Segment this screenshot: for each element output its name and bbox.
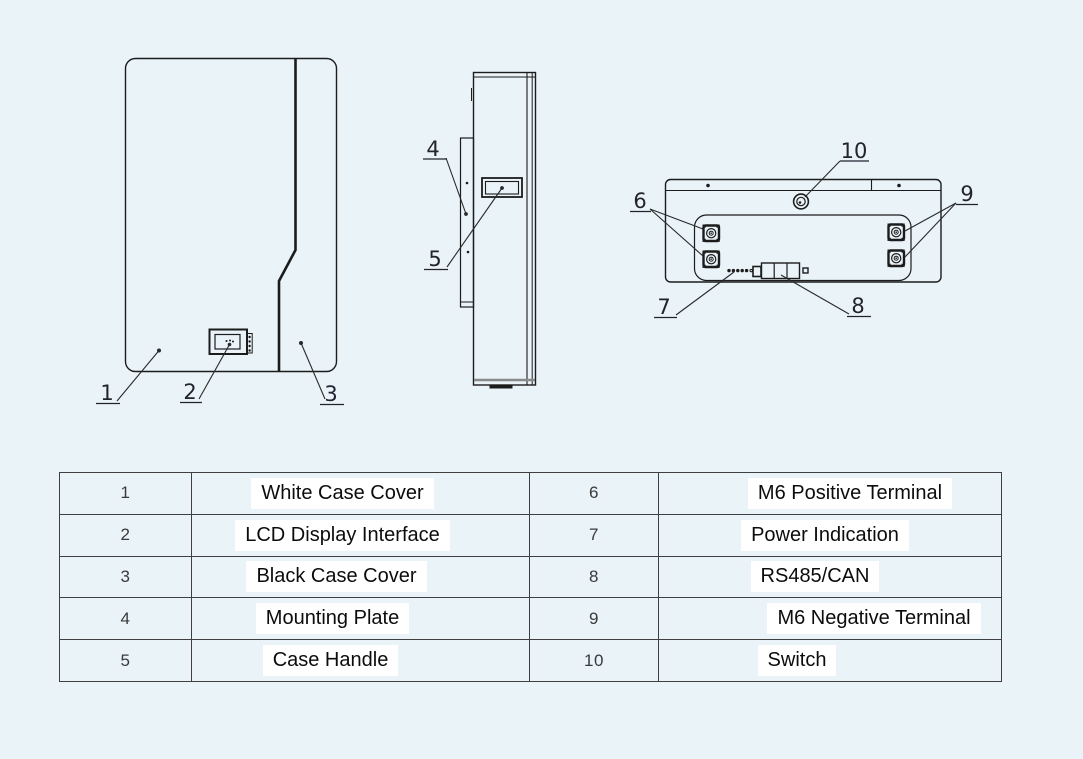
lcd-screen-pixels xyxy=(226,340,235,343)
part-name-label: White Case Cover xyxy=(251,478,433,509)
lcd-side-buttons xyxy=(248,336,250,352)
callout-10-label: 10 xyxy=(840,139,868,163)
table-row xyxy=(60,473,1002,515)
mounting-plate-shape xyxy=(461,138,474,307)
part-name-label: Switch xyxy=(758,645,837,676)
callout-1-label: 1 xyxy=(100,381,114,405)
table-row xyxy=(60,640,1002,682)
leader-line-1 xyxy=(117,351,159,402)
part-number-cell: 7 xyxy=(530,514,659,556)
callout-4-label: 4 xyxy=(426,137,440,161)
ground-screw-shape xyxy=(803,268,808,273)
part-number-cell: 8 xyxy=(530,556,659,598)
case-seam-line xyxy=(279,59,296,371)
callout-9-label: 9 xyxy=(960,182,974,206)
part-number-cell: 1 xyxy=(60,473,192,515)
m6-terminal-shape-left-bottom xyxy=(703,251,720,268)
part-number-cell: 6 xyxy=(530,473,659,515)
part-name-cell xyxy=(659,556,1002,598)
part-name-cell xyxy=(659,514,1002,556)
parts-table xyxy=(59,472,1002,682)
part-number-cell: 9 xyxy=(530,598,659,640)
leader-line-5 xyxy=(447,188,502,267)
leader-line-6a xyxy=(650,209,703,229)
part-number-cell: 10 xyxy=(530,640,659,682)
part-name-label: Case Handle xyxy=(263,645,399,676)
leader-line-9a xyxy=(905,203,956,231)
rs485-can-connector-shape xyxy=(753,263,808,279)
part-name-cell xyxy=(192,598,530,640)
table-row xyxy=(60,556,1002,598)
part-name-label: Black Case Cover xyxy=(246,561,426,592)
part-name-cell xyxy=(192,640,530,682)
table-row xyxy=(60,514,1002,556)
leader-line-9b xyxy=(905,203,956,257)
part-name-cell xyxy=(192,473,530,515)
part-number-cell: 2 xyxy=(60,514,192,556)
front-case-outline xyxy=(126,59,337,372)
m6-terminal-shape-right-top xyxy=(888,224,905,241)
callout-8-label: 8 xyxy=(851,294,865,318)
parts-table-container xyxy=(59,472,1002,682)
part-name-cell xyxy=(659,640,1002,682)
part-number-cell: 3 xyxy=(60,556,192,598)
part-name-label: RS485/CAN xyxy=(751,561,880,592)
part-name-label: M6 Positive Terminal xyxy=(748,478,952,509)
lcd-screen-shape xyxy=(215,335,240,350)
part-name-label: Mounting Plate xyxy=(256,603,409,634)
callout-numbers xyxy=(96,137,978,406)
part-number-cell: 5 xyxy=(60,640,192,682)
side-bottom-foot xyxy=(490,386,513,389)
part-name-label: LCD Display Interface xyxy=(235,520,450,551)
side-view-leaders xyxy=(446,158,504,267)
power-led-dots xyxy=(727,269,752,272)
part-name-label: M6 Negative Terminal xyxy=(767,603,980,634)
part-name-label: Power Indication xyxy=(741,520,909,551)
m6-terminal-shape-right-bottom xyxy=(888,250,905,267)
back-view-drawing xyxy=(666,180,942,283)
part-name-cell xyxy=(192,514,530,556)
mounting-plate-holes xyxy=(466,182,470,254)
part-name-cell xyxy=(659,598,1002,640)
leader-line-4 xyxy=(446,158,466,214)
callout-7-label: 7 xyxy=(657,295,671,319)
m6-terminal-shape-left-top xyxy=(703,225,720,242)
callout-3-label: 3 xyxy=(324,382,338,406)
callout-5-label: 5 xyxy=(428,247,442,271)
front-view-drawing xyxy=(126,59,337,372)
part-name-cell xyxy=(659,473,1002,515)
table-row xyxy=(60,598,1002,640)
side-body-outline xyxy=(474,73,536,386)
back-view-leaders xyxy=(650,161,956,315)
callout-6-label: 6 xyxy=(633,189,647,213)
part-name-cell xyxy=(192,556,530,598)
part-number-cell: 4 xyxy=(60,598,192,640)
callout-2-label: 2 xyxy=(183,380,197,404)
leader-line-7 xyxy=(676,272,734,315)
